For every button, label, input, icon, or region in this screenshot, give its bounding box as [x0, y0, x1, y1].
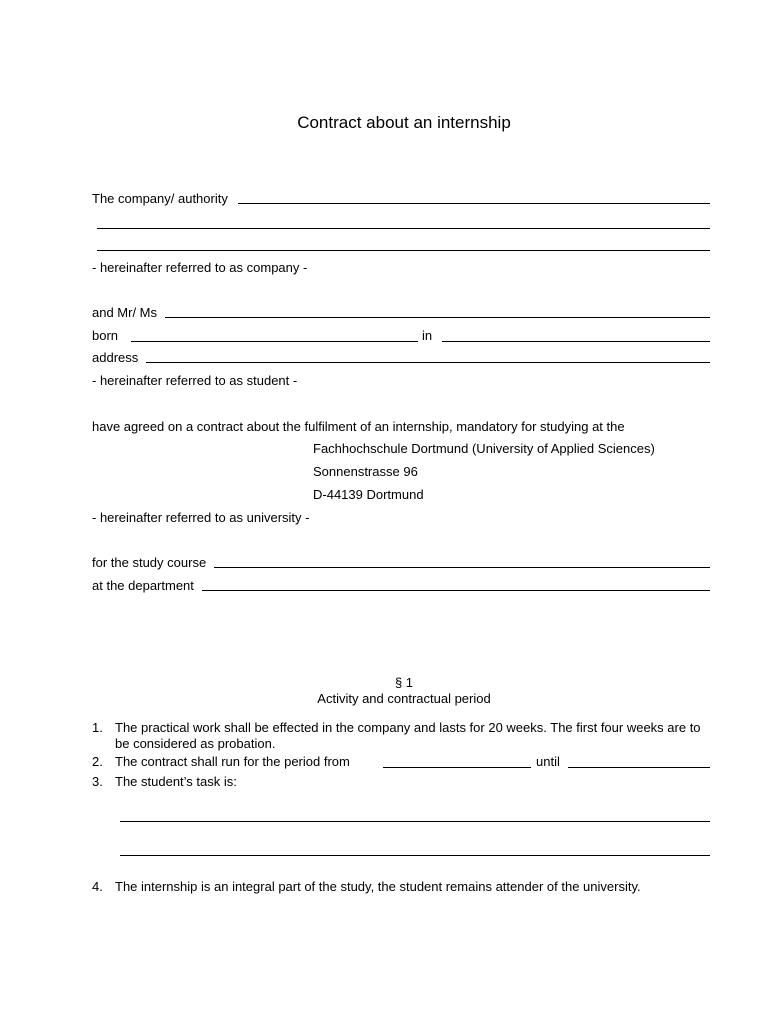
- study-course-label: for the study course: [92, 555, 207, 570]
- address-field[interactable]: [146, 362, 710, 363]
- list-item-number: 1.: [92, 720, 103, 735]
- page-title: Contract about an internship: [297, 113, 511, 132]
- student-reference: - hereinafter referred to as student -: [92, 373, 298, 388]
- period-from-label: The contract shall run for the period from: [115, 754, 350, 769]
- company-label: The company/ authority: [92, 191, 228, 206]
- list-item-2-number: 2.: [92, 754, 103, 769]
- section-heading: Activity and contractual period: [317, 691, 491, 706]
- born-date-field[interactable]: [131, 341, 418, 342]
- name-field[interactable]: [165, 317, 710, 318]
- department-label: at the department: [92, 578, 194, 593]
- company-field-line-3[interactable]: [97, 250, 710, 251]
- company-field-line-2[interactable]: [97, 228, 710, 229]
- list-item-4-text: The internship is an integral part of the study, the student remains attender of the university.: [115, 879, 641, 894]
- name-row: [92, 305, 710, 321]
- department-field[interactable]: [202, 590, 710, 591]
- list-item-1: [92, 720, 716, 752]
- address-row: [92, 350, 710, 366]
- university-city: D-44139 Dortmund: [313, 487, 424, 502]
- agreement-text: have agreed on a contract about the fulfilment of an internship, mandatory for studying at the: [92, 419, 625, 434]
- period-until-label: until: [536, 754, 560, 769]
- period-until-field[interactable]: [568, 767, 710, 768]
- address-label: address: [92, 350, 139, 365]
- company-reference: - hereinafter referred to as company -: [92, 260, 308, 275]
- list-item-4-number: 4.: [92, 879, 103, 894]
- born-label: born: [92, 328, 119, 343]
- study-course-field[interactable]: [214, 567, 710, 568]
- department-row: [92, 578, 710, 594]
- task-field-line-2[interactable]: [120, 855, 710, 856]
- task-field-line-1[interactable]: [120, 821, 710, 822]
- in-label: in: [422, 328, 433, 343]
- section-number: § 1: [394, 675, 414, 690]
- name-label: and Mr/ Ms: [92, 305, 158, 320]
- study-course-row: [92, 555, 710, 571]
- period-from-field[interactable]: [383, 767, 531, 768]
- university-name: Fachhochschule Dortmund (University of Applied Sciences): [313, 441, 655, 456]
- birthplace-field[interactable]: [442, 341, 710, 342]
- company-row: [92, 191, 710, 207]
- university-reference: - hereinafter referred to as university -: [92, 510, 310, 525]
- university-street: Sonnenstrasse 96: [313, 464, 418, 479]
- task-label: The student’s task is:: [115, 774, 237, 789]
- list-item-text: The practical work shall be effected in the company and lasts for 20 weeks. The first four weeks are to be considered as probation.: [115, 720, 701, 751]
- list-item-3-number: 3.: [92, 774, 103, 789]
- company-field[interactable]: [238, 203, 710, 204]
